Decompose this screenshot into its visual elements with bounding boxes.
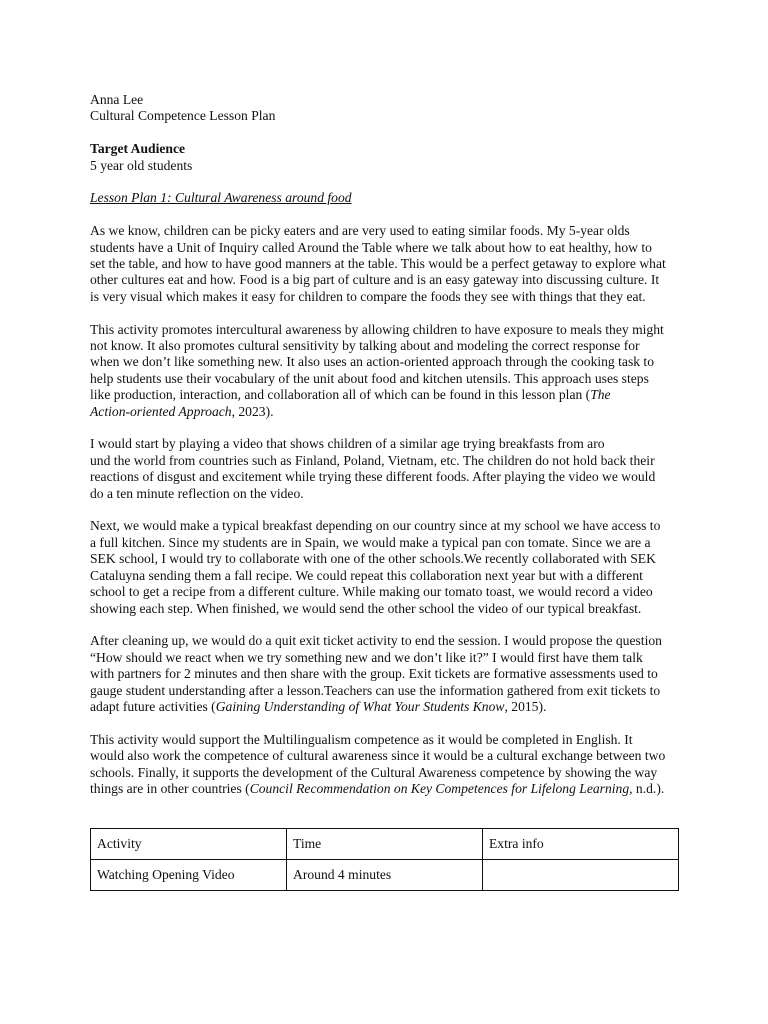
paragraph-video xyxy=(90,436,680,502)
table-cell xyxy=(483,860,679,891)
paragraph-line: a full kitchen. Since my students are in Spain, we would make a typical pan con tomate. Since we are a xyxy=(90,534,651,550)
table-row xyxy=(91,860,679,891)
paragraph-line: help students use their vocabulary of the unit about food and kitchen utensils. This approach uses steps xyxy=(90,370,649,386)
citation-year: , 2015). xyxy=(504,698,547,714)
paragraph-line xyxy=(90,404,680,420)
table-cell: Around 4 minutes xyxy=(287,860,483,891)
paragraph-breakfast xyxy=(90,518,680,616)
paragraph-line xyxy=(90,387,680,403)
citation-year: , 2023). xyxy=(231,403,274,419)
paragraph-line: reactions of disgust and excitement while trying these different foods. After playing the video we would xyxy=(90,469,656,485)
paragraph-line: After cleaning up, we would do a quit exit ticket activity to end the session. I would propose the question xyxy=(90,633,662,649)
paragraph-line: would also work the competence of cultural awareness since it would be a cultural exchange between two xyxy=(90,748,666,764)
paragraph-line: is very visual which makes it easy for children to compare the foods they see with things that they eat. xyxy=(90,288,646,304)
paragraph-line: set the table, and how to have good manners at the table. This would be a perfect getaway to explore what xyxy=(90,256,666,272)
paragraph-approach xyxy=(90,322,680,420)
paragraph-line: students have a Unit of Inquiry called Around the Table where we talk about how to eat healthy, how to xyxy=(90,239,652,255)
paragraph-line: Cataluyna sending them a fall recipe. We could repeat this collaboration next year but with a different xyxy=(90,567,643,583)
table-header-cell: Time xyxy=(287,829,483,860)
author-name: Anna Lee xyxy=(90,92,144,107)
table-header-row xyxy=(91,829,679,860)
document-page xyxy=(90,92,680,797)
table-header-cell: Extra info xyxy=(483,829,679,860)
paragraph-text: like production, interaction, and collaboration all of which can be found in this lesson plan ( xyxy=(90,387,591,403)
paragraph-line: schools. Finally, it supports the development of the Cultural Awareness competence by showing the way xyxy=(90,764,658,780)
audience-value: 5 year old students xyxy=(90,157,193,173)
paragraph-line xyxy=(90,781,680,797)
paragraph-intro xyxy=(90,223,680,305)
paragraph-line: I would start by playing a video that shows children of a similar age trying breakfasts from aro xyxy=(90,436,605,452)
paragraph-line: SEK school, I would try to collaborate with one of the other schools.We recently collaborated with SEK xyxy=(90,551,656,567)
paragraph-line: This activity would support the Multilingualism competence as it would be completed in English. It xyxy=(90,731,633,747)
paragraph-competences xyxy=(90,732,680,798)
paragraph-line: “How should we react when we try something new and we don’t like it?” I would first have them talk xyxy=(90,649,643,665)
paragraph-exit-ticket xyxy=(90,633,680,715)
citation-title: Action-oriented Approach xyxy=(90,403,232,419)
paragraph-line xyxy=(90,699,680,715)
activity-table xyxy=(90,828,679,891)
citation-year: , n.d.). xyxy=(629,780,665,796)
paragraph-line: Next, we would make a typical breakfast depending on our country since at my school we have access to xyxy=(90,518,661,534)
paragraph-line: not know. It also promotes cultural sensitivity by talking about and modeling the correct response for xyxy=(90,338,640,354)
paragraph-line: with partners for 2 minutes and then share with the group. Exit tickets are formative assessments used to xyxy=(90,666,658,682)
document-title: Cultural Competence Lesson Plan xyxy=(90,108,276,124)
paragraph-line: school to get a recipe from a different culture. While making our tomato toast, we would record a video xyxy=(90,584,653,600)
paragraph-text: things are in other countries ( xyxy=(90,780,250,796)
lesson-title: Lesson Plan 1: Cultural Awareness around food xyxy=(90,190,352,206)
table-header-cell: Activity xyxy=(91,829,287,860)
citation-title: Gaining Understanding of What Your Students Know xyxy=(215,698,505,714)
audience-heading: Target Audience xyxy=(90,141,186,157)
paragraph-line: when we don’t like something new. It also uses an action-oriented approach through the cooking task to xyxy=(90,354,655,370)
paragraph-line: other cultures eat and how. Food is a big part of culture and is an easy gateway into discussing culture. It xyxy=(90,272,660,288)
paragraph-line: und the world from countries such as Finland, Poland, Vietnam, etc. The children do not hold back their xyxy=(90,452,655,468)
paragraph-line: This activity promotes intercultural awareness by allowing children to have exposure to meals they might xyxy=(90,321,664,337)
citation-title: Council Recommendation on Key Competences for Lifelong Learning xyxy=(249,780,630,796)
paragraph-text: adapt future activities ( xyxy=(90,698,216,714)
citation-title: The xyxy=(590,387,611,403)
paragraph-line: As we know, children can be picky eaters and are very used to eating similar foods. My 5-year olds xyxy=(90,223,630,239)
table-cell: Watching Opening Video xyxy=(91,860,287,891)
paragraph-line: showing each step. When finished, we would send the other school the video of our typical breakfast. xyxy=(90,600,642,616)
paragraph-line: gauge student understanding after a lesson.Teachers can use the information gathered from exit tickets to xyxy=(90,682,661,698)
paragraph-line: do a ten minute reflection on the video. xyxy=(90,485,304,501)
